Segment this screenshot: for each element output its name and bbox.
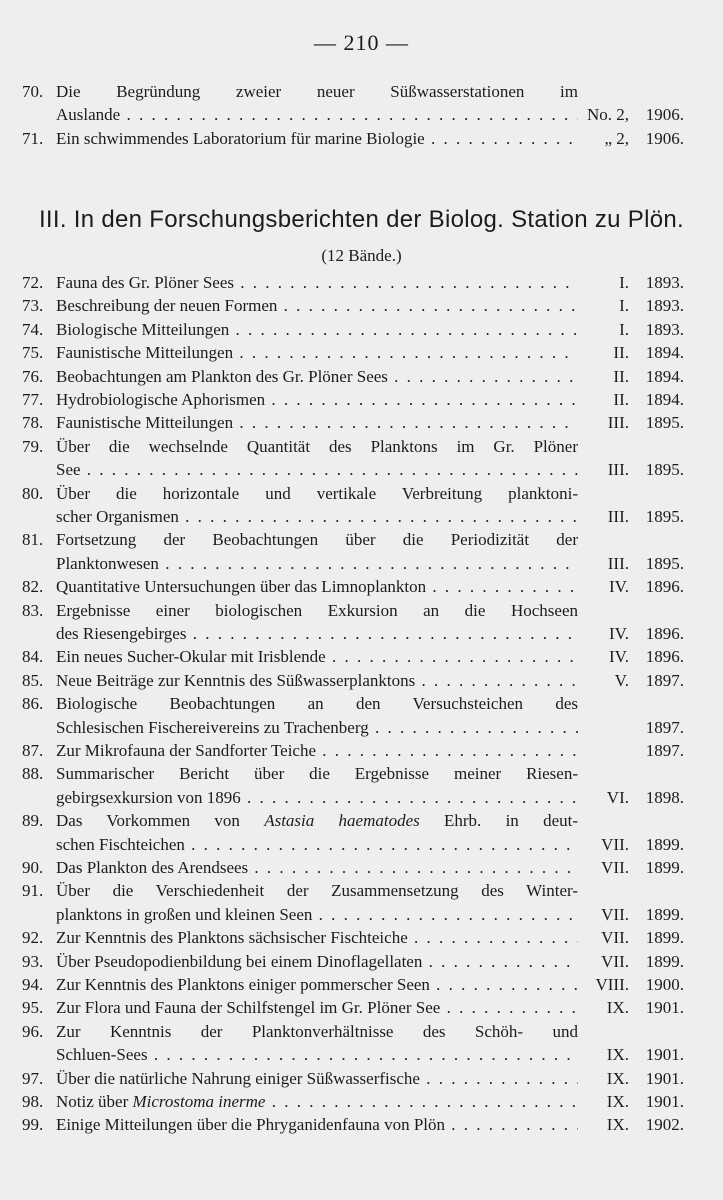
entry-title <box>56 271 578 294</box>
entry-volume: I. <box>619 273 629 292</box>
entry-year: 1899. <box>645 928 684 948</box>
entry-title-text: Ehrb. in deut- <box>419 811 578 831</box>
entry-volume: VI. <box>606 787 629 807</box>
entry-line <box>22 739 690 762</box>
entry-volume: IX. <box>606 1092 629 1111</box>
entry-year: 1900. <box>645 975 684 994</box>
entry-title <box>56 926 578 949</box>
entry-year: 1895. <box>645 553 684 573</box>
entry-year: 1895. <box>645 506 684 526</box>
entry-number: 95. <box>22 998 44 1018</box>
entry-73 <box>22 294 690 317</box>
entry-volume: VII. <box>601 858 629 877</box>
entry-74 <box>22 318 690 341</box>
entry-title-text: Zur Kenntnis des Planktons sächsischer Fischteiche <box>56 928 408 948</box>
entry-title <box>56 1067 578 1090</box>
entry-volume: IV. <box>609 577 629 597</box>
entry-year: 1899. <box>645 951 684 971</box>
entry-title-text: Die Begründung zweier neuer Süßwasserstationen im <box>56 82 578 101</box>
entry-84 <box>22 645 690 668</box>
entry-title <box>56 80 578 103</box>
entry-title <box>56 692 578 715</box>
entry-title-text: Zur Kenntnis der Planktonverhältnisse des Schöh- und <box>56 1021 578 1041</box>
entry-title-text: Notiz über <box>56 1092 133 1111</box>
entry-title <box>56 458 578 481</box>
entry-title-text: Zur Flora und Fauna der Schilfstengel im Gr. Plöner See <box>56 998 441 1018</box>
entry-title <box>56 762 578 785</box>
entry-title-text: Das Plankton des Arendsees <box>56 858 249 877</box>
entry-71 <box>22 127 690 150</box>
entry-title <box>56 341 578 364</box>
entry-line <box>22 505 690 528</box>
entry-line <box>22 996 690 1019</box>
entry-85 <box>22 669 690 692</box>
entry-year: 1897. <box>645 670 684 690</box>
entry-title <box>56 528 578 551</box>
entry-number: 79. <box>22 436 44 456</box>
entry-volume: IV. <box>609 647 629 667</box>
section-heading: III. In den Forschungsberichten der Biolog. Station zu Plön. <box>38 206 685 233</box>
entry-year: 1906. <box>645 128 684 148</box>
entry-80 <box>22 482 690 529</box>
entry-number: 86. <box>22 694 44 714</box>
entry-number: 91. <box>22 881 44 901</box>
entry-title <box>56 996 578 1019</box>
entry-volume: No. 2, <box>586 105 629 125</box>
entry-number: 98. <box>22 1092 44 1111</box>
section-subheading: (12 Bände.) <box>321 246 402 265</box>
entry-title-text: Zur Mikrofauna der Sandforter Teiche <box>56 741 317 760</box>
entry-number: 71. <box>22 128 44 148</box>
entry-title-text: Faunistische Mitteilungen <box>56 413 234 433</box>
entry-title <box>56 786 578 809</box>
entry-title <box>56 294 578 317</box>
entry-87 <box>22 739 690 762</box>
entry-number: 78. <box>22 413 44 433</box>
entry-number: 81. <box>22 530 44 550</box>
entry-title-text: Neue Beiträge zur Kenntnis des Süßwasserplanktons <box>56 670 416 690</box>
entry-number: 94. <box>22 975 44 994</box>
species-name: Microstoma inerme <box>132 1092 266 1111</box>
entry-78 <box>22 411 690 434</box>
entry-year: 1899. <box>645 904 684 924</box>
entry-line <box>22 528 690 551</box>
entry-volume: IX. <box>606 1115 629 1135</box>
entry-volume: VII. <box>601 928 629 948</box>
entry-line <box>22 645 690 668</box>
entry-volume: IX. <box>606 1045 629 1065</box>
entry-line <box>22 669 690 692</box>
entry-title-text: Fortsetzung der Beobachtungen über die Periodizität der <box>56 530 578 550</box>
entry-volume: II. <box>613 366 629 386</box>
entry-title-text: Über Pseudopodienbildung bei einem Dinoflagellaten <box>56 951 423 971</box>
entry-title <box>56 599 578 622</box>
entry-title-text: Schlesischen Fischereivereins zu Trachenberg <box>56 717 369 737</box>
entry-79 <box>22 435 690 482</box>
entry-92 <box>22 926 690 949</box>
entry-title-text: Einige Mitteilungen über die Phryganidenfauna von Plön <box>56 1115 446 1135</box>
entry-title <box>56 127 578 150</box>
entry-year: 1894. <box>645 366 684 386</box>
entry-year: 1901. <box>645 1092 684 1111</box>
entry-title-text: des Riesengebirges <box>56 623 187 643</box>
entry-volume: IX. <box>606 1068 629 1088</box>
entry-year: 1896. <box>645 577 684 597</box>
entry-title-text: Biologische Mitteilungen <box>56 319 230 339</box>
entry-title-text: Das Vorkommen von <box>56 811 265 831</box>
entry-line <box>22 127 690 150</box>
entry-title <box>56 318 578 341</box>
entry-title-text: Faunistische Mitteilungen <box>56 343 234 363</box>
entry-number: 90. <box>22 858 44 877</box>
entry-line <box>22 458 690 481</box>
entry-line <box>22 856 690 879</box>
entry-title <box>56 1020 578 1043</box>
entry-number: 93. <box>22 951 44 971</box>
entry-88 <box>22 762 690 809</box>
entry-number: 85. <box>22 670 44 690</box>
entry-91 <box>22 879 690 926</box>
entry-title-text: Quantitative Untersuchungen über das Limnoplankton <box>56 577 427 597</box>
entry-line <box>22 786 690 809</box>
entry-volume: I. <box>619 296 629 316</box>
entry-title-text: Summarischer Bericht über die Ergebnisse meiner Riesen- <box>56 764 578 784</box>
entry-title-text: Auslande <box>56 105 121 125</box>
entry-number: 75. <box>22 343 44 363</box>
entry-volume: III. <box>607 553 629 573</box>
entry-77 <box>22 388 690 411</box>
entry-title <box>56 552 578 575</box>
entry-title-text: Zur Kenntnis des Planktons einiger pommerscher Seen <box>56 975 430 994</box>
entry-line <box>22 365 690 388</box>
entry-volume: VII. <box>601 951 629 971</box>
entry-title <box>56 903 578 926</box>
entry-line <box>22 318 690 341</box>
entry-line <box>22 879 690 902</box>
entry-title <box>56 411 578 434</box>
entry-line <box>22 716 690 739</box>
entry-title-text: Über die horizontale und vertikale Verbreitung planktoni- <box>56 483 578 503</box>
page-number: — 210 — <box>314 30 409 55</box>
entry-76 <box>22 365 690 388</box>
entry-volume: VII. <box>601 834 629 854</box>
entry-line <box>22 692 690 715</box>
entry-title <box>56 103 578 126</box>
entry-93 <box>22 950 690 973</box>
entry-title <box>56 809 578 832</box>
entry-year: 1894. <box>645 343 684 363</box>
entry-title-text: schen Fischteichen <box>56 834 185 854</box>
entry-number: 80. <box>22 483 44 503</box>
entry-title <box>56 622 578 645</box>
entry-82 <box>22 575 690 598</box>
entry-line <box>22 1090 690 1113</box>
entry-title-text: Über die Verschiedenheit der Zusammensetzung des Winter- <box>56 881 578 901</box>
entry-line <box>22 552 690 575</box>
entry-line <box>22 950 690 973</box>
entry-75 <box>22 341 690 364</box>
entry-number: 74. <box>22 319 44 339</box>
entry-volume: VII. <box>601 904 629 924</box>
entry-volume: III. <box>607 460 629 480</box>
entry-title-text: Biologische Beobachtungen an den Versuchsteichen des <box>56 694 578 714</box>
entry-year: 1897. <box>645 741 684 760</box>
entry-title-text: Beschreibung der neuen Formen <box>56 296 278 316</box>
entry-volume: IX. <box>606 998 629 1018</box>
entry-line <box>22 833 690 856</box>
entry-line <box>22 1113 690 1136</box>
entry-line <box>22 575 690 598</box>
entry-year: 1901. <box>645 1068 684 1088</box>
entry-volume: III. <box>607 413 629 433</box>
entry-volume: III. <box>607 506 629 526</box>
entry-year: 1899. <box>645 858 684 877</box>
entry-line <box>22 482 690 505</box>
entry-title-text: See <box>56 460 81 480</box>
entry-70 <box>22 80 690 127</box>
entry-year: 1906. <box>645 105 684 125</box>
entry-number: 99. <box>22 1115 44 1135</box>
entry-title <box>56 575 578 598</box>
entry-title <box>56 879 578 902</box>
entry-title <box>56 505 578 528</box>
entry-line <box>22 271 690 294</box>
entry-72 <box>22 271 690 294</box>
entry-title-text: Ergebnisse einer biologischen Exkursion an die Hochseen <box>56 600 578 620</box>
entry-number: 92. <box>22 928 44 948</box>
entry-line <box>22 762 690 785</box>
entry-year: 1893. <box>645 273 684 292</box>
entry-94 <box>22 973 690 996</box>
entry-line <box>22 622 690 645</box>
entry-volume: IV. <box>609 623 629 643</box>
entry-year: 1894. <box>645 390 684 409</box>
entry-title <box>56 1043 578 1066</box>
entry-title-text: Beobachtungen am Plankton des Gr. Plöner Sees <box>56 366 388 386</box>
entry-96 <box>22 1020 690 1067</box>
entry-title-text: Über die wechselnde Quantität des Planktons im Gr. Plöner <box>56 436 578 456</box>
entry-line <box>22 411 690 434</box>
entry-title-text: gebirgsexkursion von 1896 <box>56 787 241 807</box>
entry-title <box>56 739 578 762</box>
entry-line <box>22 1020 690 1043</box>
entry-number: 83. <box>22 600 44 620</box>
entry-year: 1896. <box>645 647 684 667</box>
entry-number: 89. <box>22 811 44 831</box>
entry-year: 1893. <box>645 296 684 316</box>
entry-line <box>22 103 690 126</box>
entry-number: 96. <box>22 1021 44 1041</box>
entry-line <box>22 341 690 364</box>
entry-title-text: Über die natürliche Nahrung einiger Süßwasserfische <box>56 1068 420 1088</box>
entry-year: 1901. <box>645 1045 684 1065</box>
entry-title <box>56 1113 578 1136</box>
entry-97 <box>22 1067 690 1090</box>
entry-volume: „ 2, <box>604 128 629 148</box>
entry-81 <box>22 528 690 575</box>
entry-title <box>56 973 578 996</box>
entry-title-text: scher Organismen <box>56 506 179 526</box>
entry-number: 88. <box>22 764 44 784</box>
entry-title <box>56 388 578 411</box>
entry-number: 70. <box>22 82 44 101</box>
entry-title <box>56 365 578 388</box>
entry-line <box>22 80 690 103</box>
entry-number: 73. <box>22 296 44 316</box>
entry-line <box>22 599 690 622</box>
entry-number: 77. <box>22 390 44 409</box>
entry-89 <box>22 809 690 856</box>
entry-line <box>22 435 690 458</box>
entry-title <box>56 856 578 879</box>
entry-number: 84. <box>22 647 44 667</box>
entry-title-text: Ein schwimmendes Laboratorium für marine Biologie <box>56 128 425 148</box>
entry-year: 1899. <box>645 834 684 854</box>
entry-line <box>22 1067 690 1090</box>
entry-volume: II. <box>613 343 629 363</box>
entry-year: 1901. <box>645 998 684 1018</box>
entry-title-text: Fauna des Gr. Plöner Sees <box>56 273 235 292</box>
entry-line <box>22 903 690 926</box>
entry-line <box>22 973 690 996</box>
entry-line <box>22 926 690 949</box>
entry-title <box>56 1090 578 1113</box>
entry-title <box>56 716 578 739</box>
entry-title <box>56 645 578 668</box>
entry-year: 1898. <box>645 787 684 807</box>
entry-year: 1895. <box>645 413 684 433</box>
entry-title-text: Ein neues Sucher-Okular mit Irisblende <box>56 647 326 667</box>
entry-number: 72. <box>22 273 44 292</box>
entry-year: 1896. <box>645 623 684 643</box>
entry-number: 76. <box>22 366 44 386</box>
entry-volume: V. <box>614 670 629 690</box>
entry-title <box>56 435 578 458</box>
species-name: Astasia haematodes <box>264 811 420 831</box>
entry-line <box>22 388 690 411</box>
entry-title-text: Planktonwesen <box>56 553 159 573</box>
entry-title <box>56 482 578 505</box>
entry-number: 87. <box>22 741 44 760</box>
entry-volume: II. <box>613 390 629 409</box>
entry-line <box>22 1043 690 1066</box>
entry-98 <box>22 1090 690 1113</box>
entry-number: 82. <box>22 577 44 597</box>
entry-90 <box>22 856 690 879</box>
entry-95 <box>22 996 690 1019</box>
entry-year: 1902. <box>645 1115 684 1135</box>
entry-86 <box>22 692 690 739</box>
entry-title-text: Hydrobiologische Aphorismen <box>56 390 266 409</box>
entry-title <box>56 950 578 973</box>
entry-volume: I. <box>619 319 629 339</box>
entry-number: 97. <box>22 1068 44 1088</box>
entry-title <box>56 669 578 692</box>
entry-line <box>22 809 690 832</box>
entry-title-text: planktons in großen und kleinen Seen <box>56 904 313 924</box>
entry-volume: VIII. <box>595 975 629 994</box>
entry-line <box>22 294 690 317</box>
entry-83 <box>22 599 690 646</box>
entry-year: 1893. <box>645 319 684 339</box>
entry-title-text: Schluen-Sees <box>56 1045 148 1065</box>
entry-year: 1897. <box>645 717 684 737</box>
entry-title <box>56 833 578 856</box>
entry-year: 1895. <box>645 460 684 480</box>
entry-99 <box>22 1113 690 1136</box>
